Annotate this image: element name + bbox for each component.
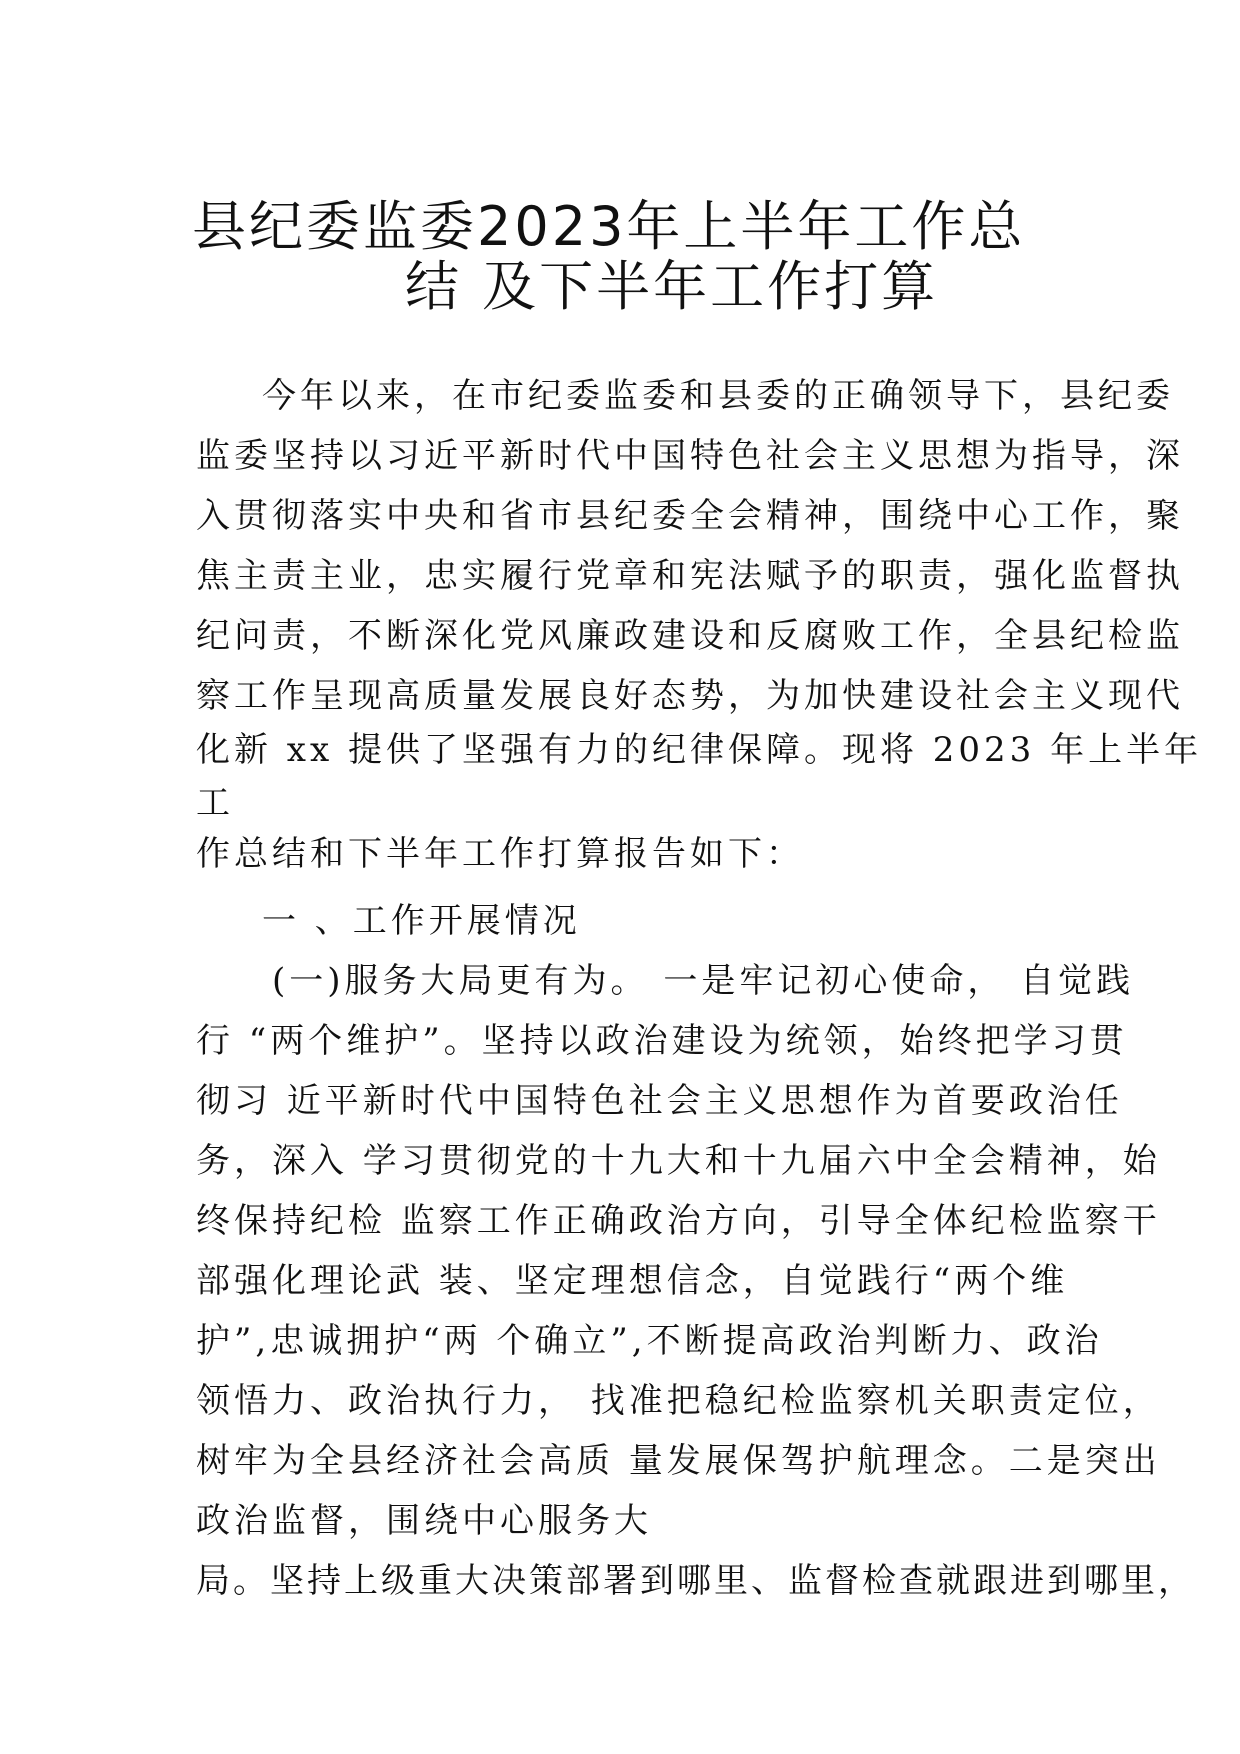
body-line: 化新 xx 提供了坚强有力的纪律保障。现将 2023 年上半年 (196, 730, 1203, 770)
body-line: 护”,忠诚拥护“两 个确立”,不断提高政治判断力、政治 (196, 1321, 1103, 1361)
body-line: 局。坚持上级重大决策部署到哪里、监督检查就跟进到哪里， (196, 1561, 1195, 1601)
body-line: 务，深入 学习贯彻党的十九大和十九届六中全会精神，始 (196, 1141, 1161, 1181)
section-heading: 一 、工作开展情况 (262, 901, 581, 941)
body-line: 树牢为全县经济社会高质 量发展保驾护航理念。二是突出 (196, 1441, 1161, 1481)
body-line: (一)服务大局更有为。 一是牢记初心使命， 自觉践 (272, 961, 1135, 1001)
body-line: 入贯彻落实中央和省市县纪委全会精神，围绕中心工作，聚 (196, 496, 1184, 536)
body-line: 今年以来，在市纪委监委和县委的正确领导下，县纪委 (262, 376, 1174, 416)
body-line: 察工作呈现高质量发展良好态势，为加快建设社会主义现代 (196, 676, 1184, 716)
body-line: 领悟力、政治执行力， 找准把稳纪检监察机关职责定位， (196, 1381, 1161, 1421)
body-line: 纪问责，不断深化党风廉政建设和反腐败工作，全县纪检监 (196, 616, 1184, 656)
document-title-line-1: 县纪委监委2023年上半年工作总 (192, 195, 1026, 258)
document-title-line-2: 结 及下半年工作打算 (405, 255, 939, 318)
body-line: 部强化理论武 装、坚定理想信念，自觉践行“两个维 (196, 1261, 1069, 1301)
body-line: 终保持纪检 监察工作正确政治方向，引导全体纪检监察干 (196, 1201, 1161, 1241)
body-line: 彻习 近平新时代中国特色社会主义思想作为首要政治任 (196, 1081, 1123, 1121)
body-line: 焦主责主业，忠实履行党章和宪法赋予的职责，强化监督执 (196, 556, 1184, 596)
body-line: 作总结和下半年工作打算报告如下： (196, 834, 804, 874)
body-line: 行 “两个维护”。坚持以政治建设为统领，始终把学习贯 (196, 1021, 1128, 1061)
body-line: 政治监督，围绕中心服务大 (196, 1501, 652, 1541)
body-line: 工 (196, 783, 234, 823)
body-line: 监委坚持以习近平新时代中国特色社会主义思想为指导，深 (196, 436, 1184, 476)
